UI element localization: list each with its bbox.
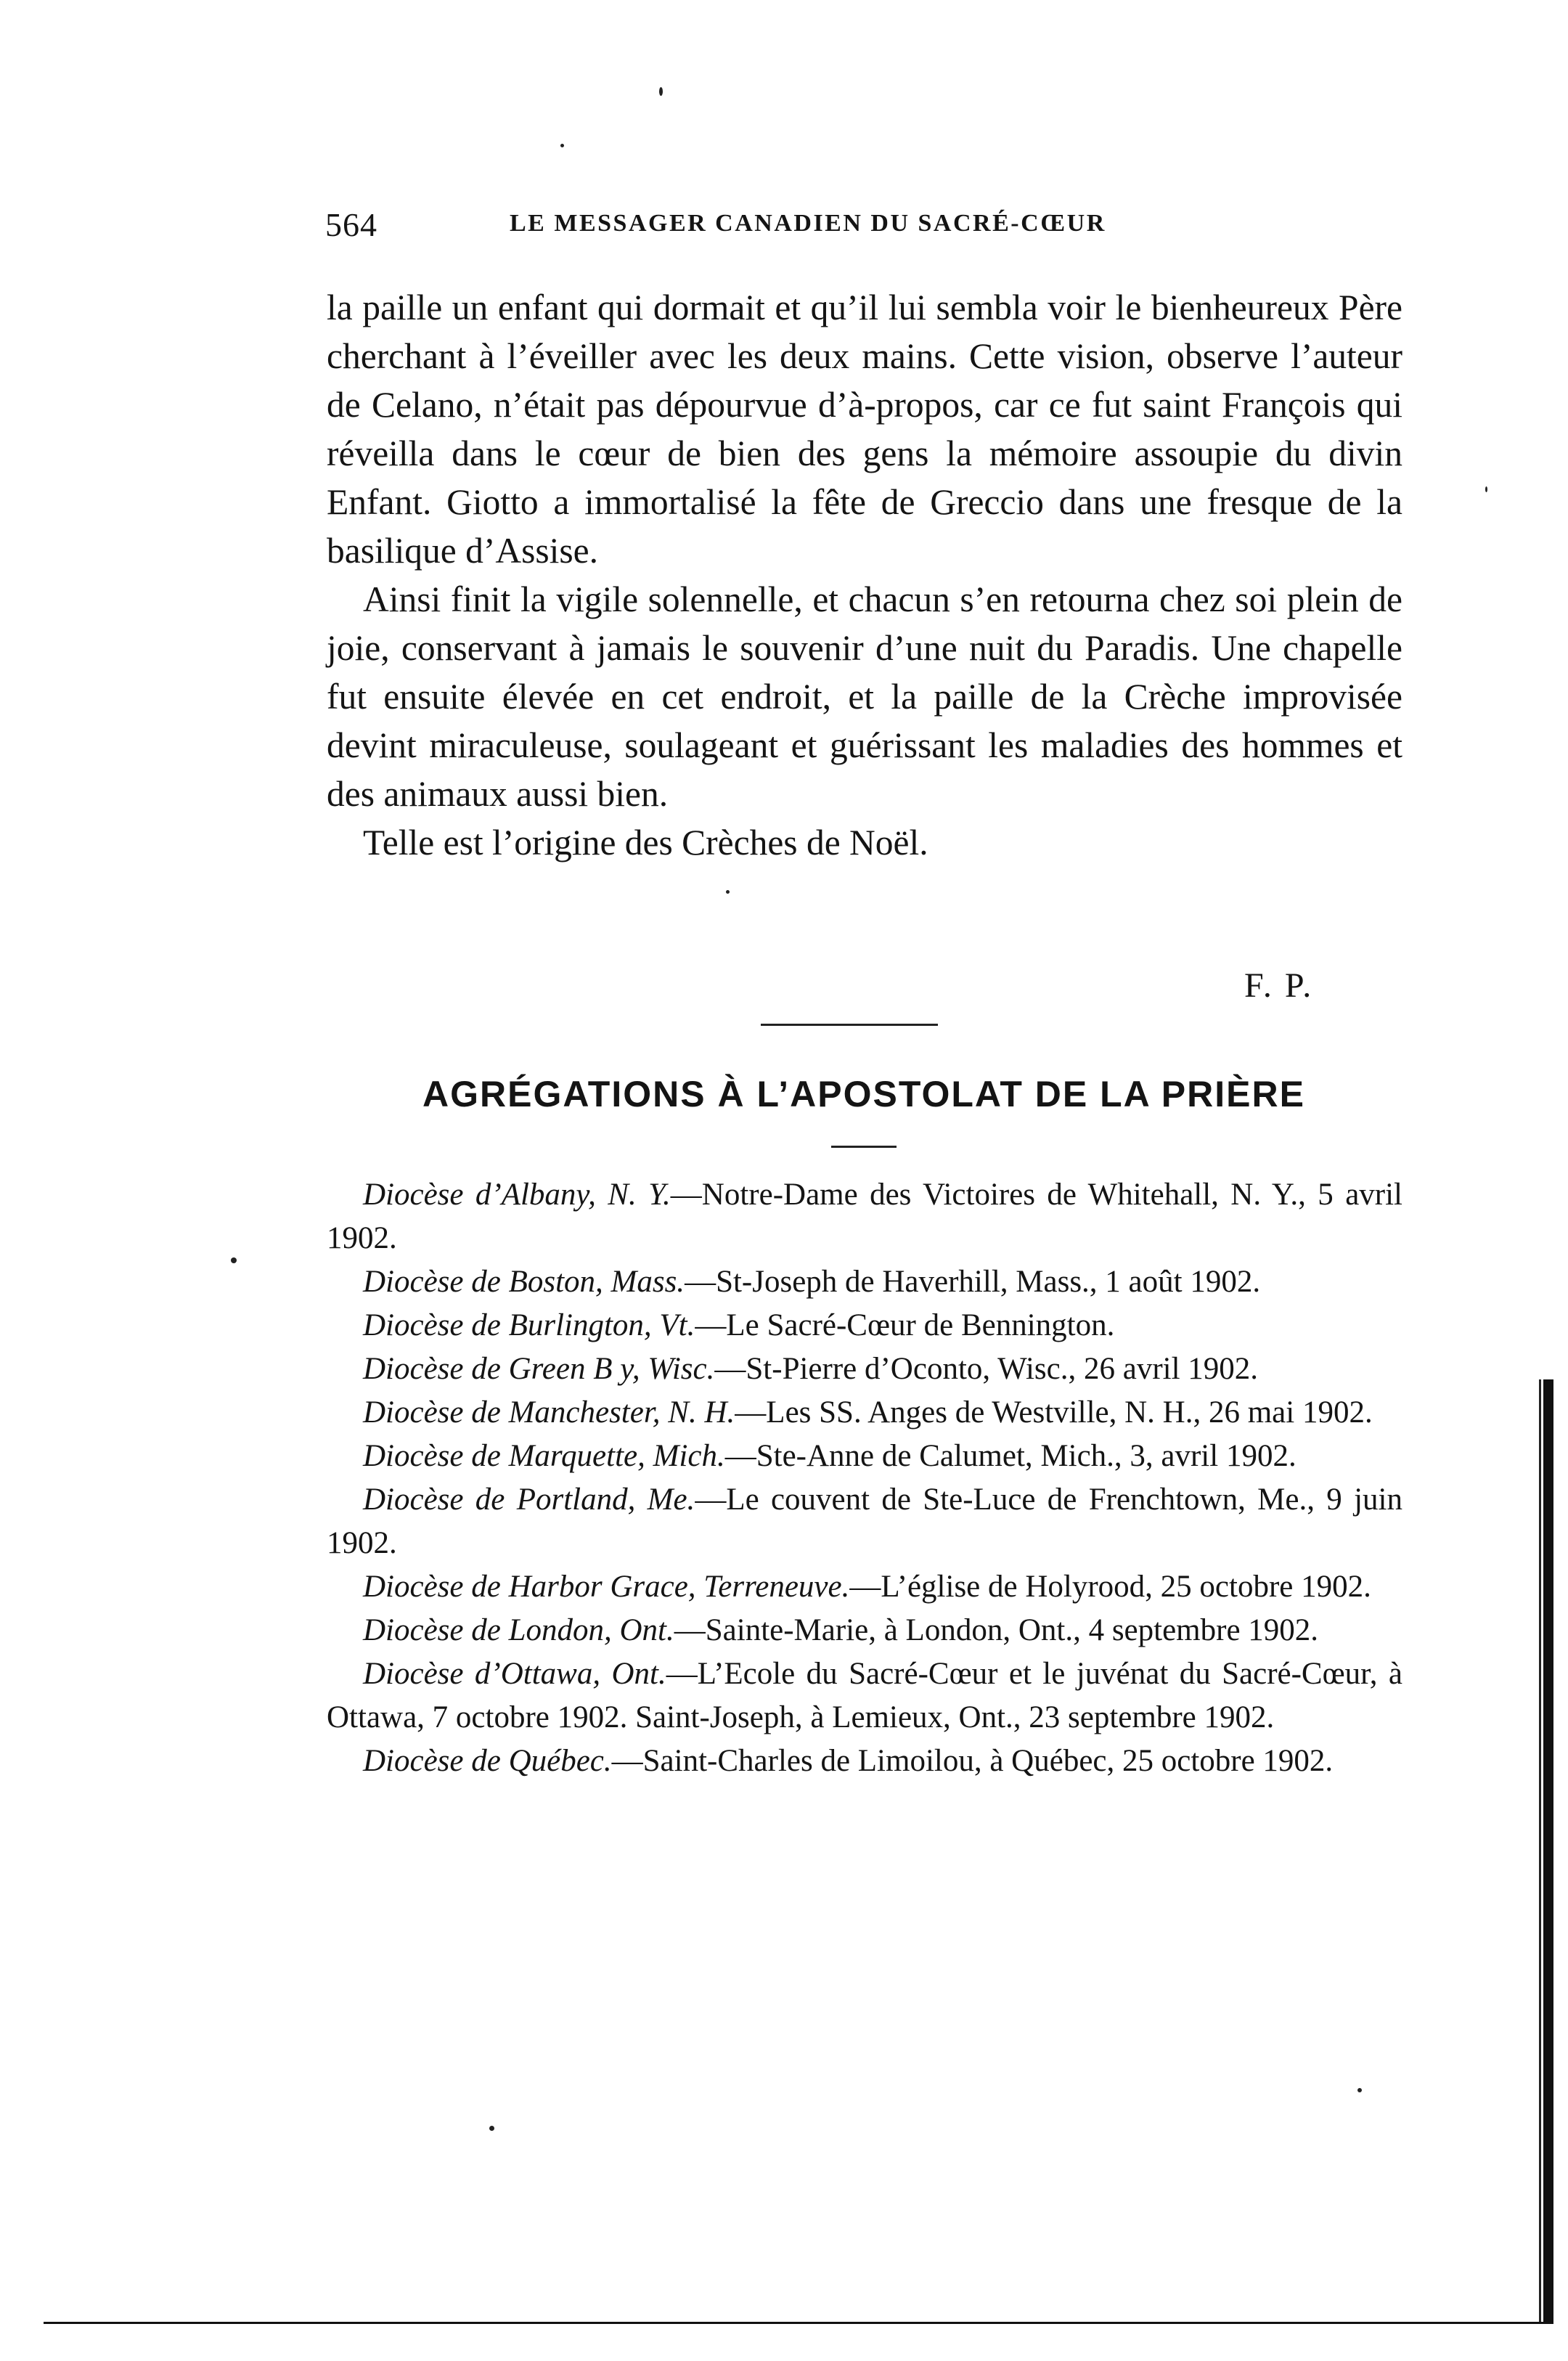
list-item xyxy=(327,1435,1402,1478)
author-signature: F. P. xyxy=(1244,966,1314,1005)
diocese-name: Diocèse de Portland, Me. xyxy=(363,1483,695,1517)
list-item xyxy=(327,1391,1402,1435)
entry-text: —Notre-Dame des Victoires de Whitehall, N. Y., 5 avril 1902. xyxy=(327,1178,1402,1255)
entry-text: —Les SS. Anges de Westville, N. H., 26 mai 1902. xyxy=(735,1395,1373,1430)
entry-text: —L’Ecole du Sacré-Cœur et le juvénat du Sacré-Cœur, à Ottawa, 7 octobre 1902. Saint-Joseph, à Lemieux, Ont., 23 septembre 1902. xyxy=(327,1657,1402,1734)
list-item xyxy=(327,1652,1402,1740)
page-number: 564 xyxy=(325,206,377,243)
entry-text: —Le couvent de Ste-Luce de Frenchtown, Me., 9 juin 1902. xyxy=(327,1483,1403,1560)
diocese-name: Diocèse de Harbor Grace, Terreneuve. xyxy=(363,1570,850,1604)
entry-text: —Le Sacré-Cœur de Bennington. xyxy=(695,1308,1115,1342)
list-item xyxy=(327,1347,1402,1391)
scan-speck xyxy=(726,890,730,894)
list-item xyxy=(327,1260,1402,1304)
entry-text: —Sainte-Marie, à London, Ont., 4 septembre 1902. xyxy=(674,1613,1319,1647)
diocese-name: Diocèse d’Ottawa, Ont. xyxy=(363,1657,666,1691)
list-item xyxy=(327,1609,1402,1652)
diocese-name: Diocèse de London, Ont. xyxy=(363,1613,674,1647)
section-heading: AGRÉGATIONS À L’APOSTOLAT DE LA PRIÈRE xyxy=(422,1074,1305,1114)
diocese-name: Diocèse de Boston, Mass. xyxy=(363,1265,685,1299)
scan-speck xyxy=(231,1257,237,1263)
list-item xyxy=(327,1478,1402,1565)
scan-speck xyxy=(489,2126,494,2131)
scan-speck xyxy=(659,87,663,96)
diocese-name: Diocèse de Burlington, Vt. xyxy=(363,1308,695,1342)
entry-text: —Ste-Anne de Calumet, Mich., 3, avril 1902. xyxy=(724,1439,1297,1473)
article-text xyxy=(327,283,1402,867)
scan-edge-line xyxy=(1539,1379,1541,2323)
paragraph: la paille un enfant qui dormait et qu’il lui sembla voir le bienheureux Père cherchant à l’éveiller avec les deux mains. Cette vision, observe l’auteur de Celano, n’était pas dépourvue d’à-propos, car ce fut saint François qui réveilla dans le cœur de bien des gens la mémoire assoupie du divin Enfant. Giotto a immortalisé la fête de Greccio dans une fresque de la basilique d’Assise. xyxy=(327,288,1402,571)
aggregation-list xyxy=(327,1173,1402,1783)
list-item xyxy=(327,1740,1402,1783)
scan-speck xyxy=(560,144,564,147)
list-item xyxy=(327,1173,1402,1260)
list-item xyxy=(327,1304,1402,1347)
diocese-name: Diocèse de Green B y, Wisc. xyxy=(363,1352,715,1386)
entry-text: —Saint-Charles de Limoilou, à Québec, 25 octobre 1902. xyxy=(611,1744,1334,1778)
heading-rule xyxy=(831,1146,897,1148)
section-divider xyxy=(761,1024,938,1026)
entry-text: —St-Joseph de Haverhill, Mass., 1 août 1902. xyxy=(685,1265,1261,1299)
paragraph: Telle est l’origine des Crèches de Noël. xyxy=(363,823,928,863)
scan-speck xyxy=(1357,2088,1362,2092)
scan-edge-bar xyxy=(1543,1379,1553,2323)
scan-speck xyxy=(1485,486,1487,492)
scan-bottom-edge xyxy=(44,2322,1553,2324)
diocese-name: Diocèse de Marquette, Mich. xyxy=(363,1439,725,1473)
running-title: LE MESSAGER CANADIEN DU SACRÉ-CŒUR xyxy=(510,210,1106,237)
entry-text: —St-Pierre d’Oconto, Wisc., 26 avril 1902. xyxy=(714,1352,1259,1386)
paragraph: Ainsi finit la vigile solennelle, et chacun s’en retourna chez soi plein de joie, conservant à jamais le souvenir d’une nuit du Paradis. Une chapelle fut ensuite élevée en cet endroit, et la paille de la Crèche improvisée devint miraculeuse, soulageant et guérissant les maladies des hommes et des animaux aussi bien. xyxy=(327,579,1402,814)
entry-text: —L’église de Holyrood, 25 octobre 1902. xyxy=(849,1570,1371,1604)
list-item xyxy=(327,1565,1402,1609)
page-header xyxy=(325,205,1385,256)
diocese-name: Diocèse de Manchester, N. H. xyxy=(363,1395,735,1430)
diocese-name: Diocèse de Québec. xyxy=(363,1744,612,1778)
diocese-name: Diocèse d’Albany, N. Y. xyxy=(363,1178,671,1212)
